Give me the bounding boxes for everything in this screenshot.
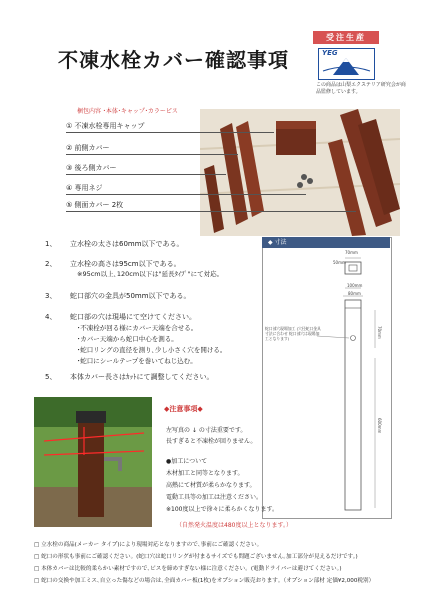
leader-line xyxy=(66,194,306,195)
ignition-temperature-note: （自然発火温度は480度以上となります。） xyxy=(176,522,292,529)
package-item-side-covers: ⑤ 側面カバー 2枚 xyxy=(66,201,124,209)
condition-number: 2、 xyxy=(45,260,57,268)
page-title: 不凍水栓カバー確認事項 xyxy=(58,48,289,72)
condition-number: 4、 xyxy=(45,313,57,321)
condition-number: 1、 xyxy=(45,240,57,248)
condition-subtext: ･蛇口リングの直径を測り､少し小さく穴を開ける。 xyxy=(77,346,227,354)
package-item-back-cover: ③ 後ろ側カバー xyxy=(66,164,117,172)
package-item-front-cover: ② 前側カバー xyxy=(66,144,110,152)
dim-label-faucet-height: 70mm xyxy=(377,326,382,339)
dimension-drawing xyxy=(262,237,392,519)
condition-number: 3、 xyxy=(45,292,57,300)
condition-text: 立水栓の高さは95cm以下である。 xyxy=(70,260,181,268)
condition-subtext: ･不凍栓が回る様にカバー天端を合せる。 xyxy=(77,324,198,332)
made-to-order-badge: 受注生産 xyxy=(313,31,379,44)
condition-subtext: ･蛇口にシールテープを巻いてねじ込む。 xyxy=(77,357,197,365)
package-item-cap: ① 不凍水栓専用キャップ xyxy=(66,122,145,130)
logo-text: YEG xyxy=(322,49,338,57)
condition-text: 蛇口部の穴は現場にて空けてください。 xyxy=(70,313,196,321)
condition-text: 本体カバー長さはｶｯﾄにて調整してください。 xyxy=(70,373,214,381)
caution-line: 高熱にて材質が柔らかなります。 xyxy=(166,482,256,489)
condition-subtext: ･カバー天端から蛇口中心を測る。 xyxy=(77,335,178,343)
leader-line xyxy=(66,132,274,133)
footer-note: □ 蛇口の交換や加工ミス､自立った傷などの場合は､全面カバー板(1枚)をオプション販売おります｡（オプション部材 定価¥2,000税別） xyxy=(34,578,375,584)
dim-label-body-height: 600mm xyxy=(377,418,382,434)
caution-line: ※100度以上で徐々に柔らかくなります。 xyxy=(166,506,279,513)
dim-label-top: 70mm xyxy=(345,250,358,255)
dim-label-inner: 50mm xyxy=(333,260,346,265)
condition-subtext: ※95cm以上､120cm以下は"延長ﾀｲﾌﾟ"にて対応。 xyxy=(77,270,224,278)
product-parts-photo xyxy=(200,109,400,236)
dim-label-inner-width: 80mm xyxy=(348,291,361,296)
installed-faucet-photo xyxy=(34,397,152,527)
leader-line xyxy=(66,211,356,212)
caution-header: ◆注意事項◆ xyxy=(164,405,203,413)
leader-line xyxy=(66,154,238,155)
condition-text: 蛇口部穴の金具が50mm以下である。 xyxy=(70,292,191,300)
condition-number: 5、 xyxy=(45,373,57,381)
package-item-screws: ④ 専用ネジ xyxy=(66,184,103,192)
caution-line: ●加工について xyxy=(166,458,208,465)
footer-note: □ 立水栓の商品(メーカー タイプ)により現場対応となりますので､事前にご確認ください。 xyxy=(34,542,263,548)
condition-text: 立水栓の太さは60mm以下である。 xyxy=(70,240,184,248)
package-contents-label: 梱包内容 ･本体･キャップ･カラーピス xyxy=(77,108,178,115)
footer-note: □ 本体カバーは比較的柔らかい素材ですので､ビスを締めすぎない様に注意ください。(電動ドライバーは避けてください。) xyxy=(34,566,342,572)
footer-note: □ 蛇口の形状も事前にご確認ください。(蛇口穴は蛇口リングが付まるサイズでも問題ございません｡加工部分が見えるだけです。) xyxy=(34,554,358,560)
caution-line: 木材加工と同等となります。 xyxy=(166,470,244,477)
faucet-hole-note: 蛇口部穴現場加工 (穴径蛇口金具寸法に合わせ 蛇口部穴は現場加工となります) xyxy=(265,326,321,341)
leader-line xyxy=(66,174,226,175)
caution-line: 長すぎると不凍栓が回りません。 xyxy=(166,438,257,445)
dim-label-outer-width: 100mm xyxy=(347,283,363,288)
logo-note: この商品は山梨エクステリア研究会が商品監修しています。 xyxy=(316,82,406,95)
dimension-header: ◆ 寸法 xyxy=(262,237,390,248)
caution-line: 左写真の ↓ の寸法重要です。 xyxy=(166,427,247,434)
caution-line: 電動工具等の加工は注意ください。 xyxy=(166,494,263,501)
